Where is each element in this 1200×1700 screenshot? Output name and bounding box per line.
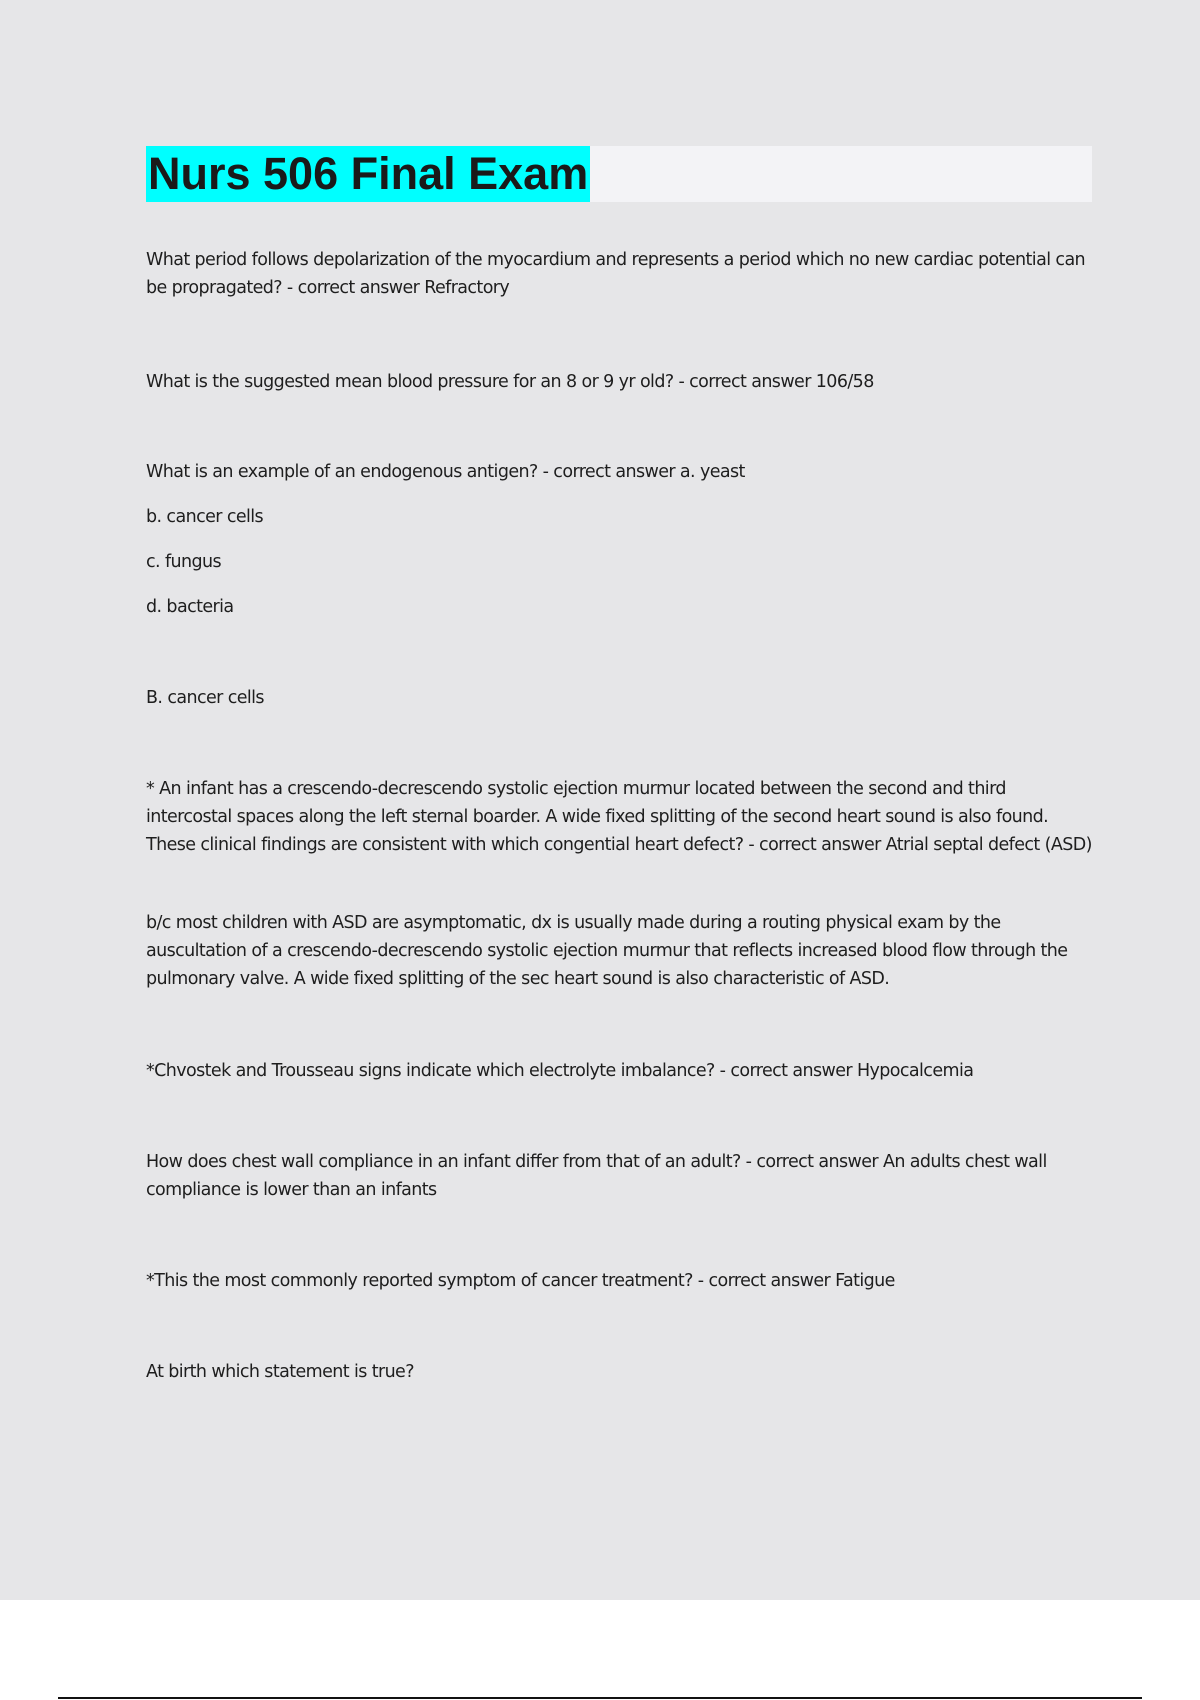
paragraph-blood-pressure-question: What is the suggested mean blood pressure for an 8 or 9 yr old? - correct answer 106/58 (146, 372, 874, 392)
paragraph-antigen-question: What is an example of an endogenous antigen? - correct answer a. yeast (146, 462, 745, 482)
paragraph-electrolyte-question: *Chvostek and Trousseau signs indicate which electrolyte imbalance? - correct answer Hypocalcemia (146, 1061, 974, 1081)
paragraph-option-c: c. fungus (146, 552, 222, 572)
paragraph-chest-wall-question: How does chest wall compliance in an infant differ from that of an adult? - correct answer An adults chest wall compliance is lower than an infants (146, 1152, 1047, 1200)
paragraph-birth-question: At birth which statement is true? (146, 1362, 414, 1382)
paragraph-asd-question: * An infant has a crescendo-decrescendo systolic ejection murmur located between the second and third intercostal spaces along the left sternal boarder. A wide fixed splitting of the second heart sound is also found. These clinical findings are consistent with which congential heart defect? - correct answer Atrial septal defect (ASD) (146, 779, 1092, 855)
document-title: Nurs 506 Final Exam (146, 146, 590, 202)
paragraph-asd-explanation: b/c most children with ASD are asymptomatic, dx is usually made during a routing physical exam by the auscultation of a crescendo-decrescendo systolic ejection murmur that reflects increased blood flow through the pulmonary valve. A wide fixed splitting of the sec heart sound is also characteristic of ASD. (146, 913, 1068, 989)
paragraph-option-d: d. bacteria (146, 597, 234, 617)
paragraph-antigen-answer: B. cancer cells (146, 688, 264, 708)
paragraph-refractory-question: What period follows depolarization of the myocardium and represents a period which no new cardiac potential can be propragated? - correct answer Refractory (146, 250, 1086, 298)
footer-divider (58, 1697, 1142, 1699)
paragraph-option-b: b. cancer cells (146, 507, 264, 527)
paragraph-cancer-symptom-question: *This the most commonly reported symptom of cancer treatment? - correct answer Fatigue (146, 1271, 895, 1291)
